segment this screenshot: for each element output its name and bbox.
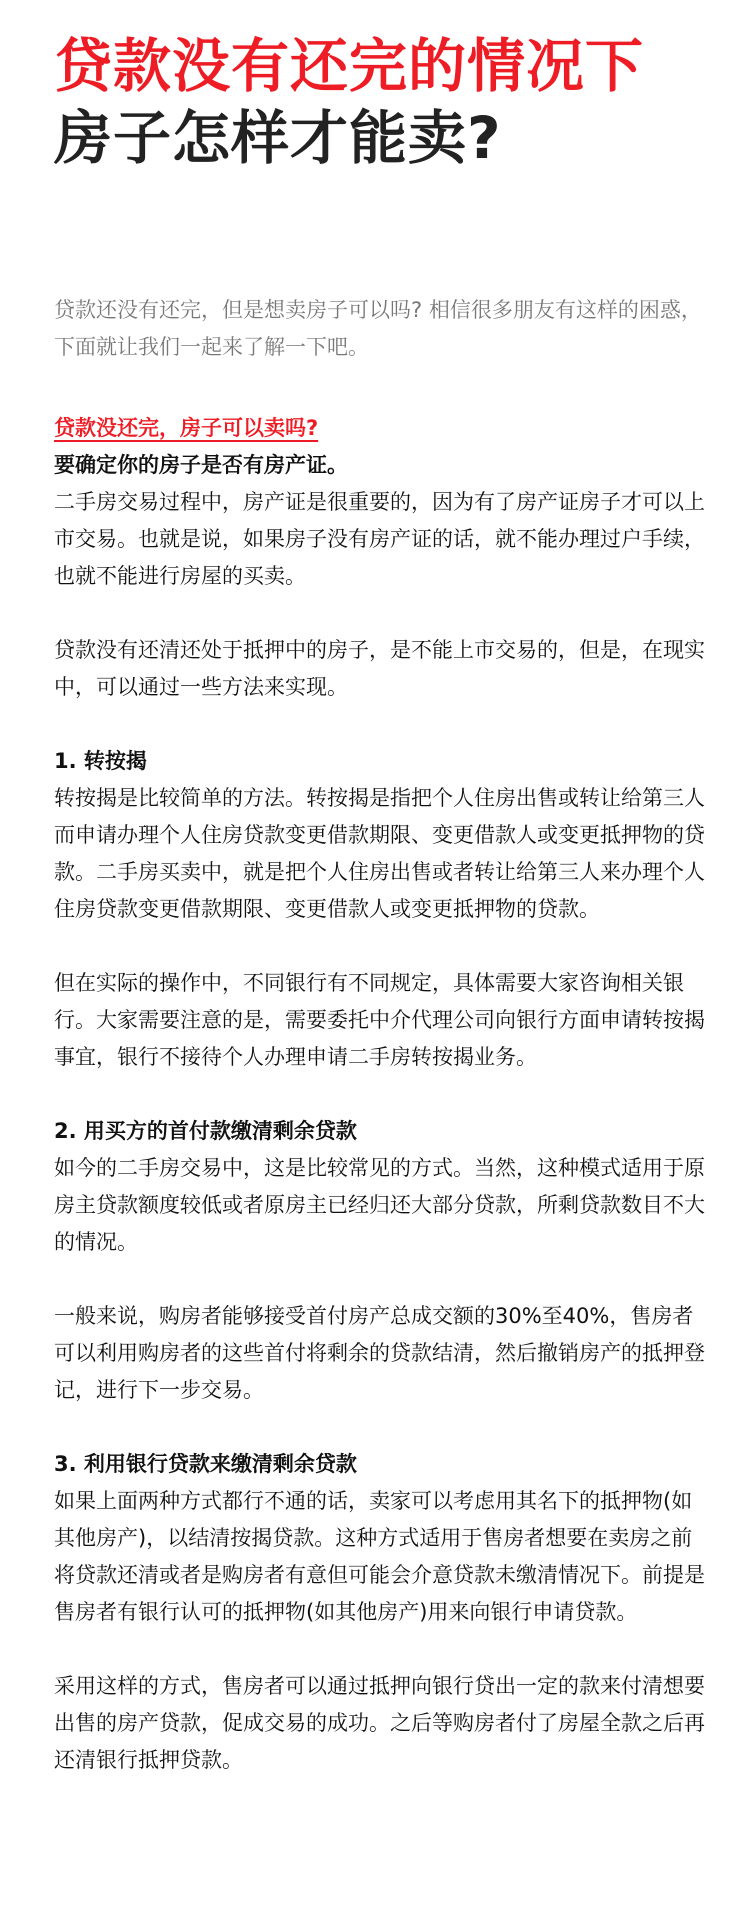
method-2-paragraph-2: 一般来说，购房者能够接受首付房产总成交额的30%至40%，售房者可以利用购房者的这些首付将剩余的贷款结清，然后撤销房产的抵押登记，进行下一步交易。 (54, 1304, 705, 1402)
method-3-paragraph-2: 采用这样的方式，售房者可以通过抵押向银行贷出一定的款来付清想要出售的房产贷款，促成交易的成功。之后等购房者付了房屋全款之后再还清银行抵押贷款。 (54, 1674, 705, 1772)
title-line-red: 贷款没有还完的情况下 (54, 32, 645, 100)
subheading-property-certificate: 要确定你的房子是否有房产证。 (54, 453, 348, 477)
paragraph-certificate-importance: 二手房交易过程中，房产证是很重要的，因为有了房产证房子才可以上市交易。也就是说，如果房子没有房产证的话，就不能办理过户手续，也就不能进行房屋的买卖。 (54, 490, 705, 588)
method-3-paragraph-1: 如果上面两种方式都行不通的话，卖家可以考虑用其名下的抵押物(如其他房产)，以结清按揭贷款。这种方式适用于售房者想要在卖房之前将贷款还清或者是购房者有意但可能会介意贷款未缴清情况下。前提是售房者有银行认可的抵押物(如其他房产)用来向银行申请贷款。 (54, 1489, 705, 1624)
method-2-paragraph-1: 如今的二手房交易中，这是比较常见的方式。当然，这种模式适用于原房主贷款额度较低或者原房主已经归还大部分贷款，所剩贷款数目不大的情况。 (54, 1156, 705, 1254)
method-3-heading: 3. 利用银行贷款来缴清剩余贷款 (54, 1452, 357, 1476)
title-line-dark: 房子怎样才能卖? (54, 104, 502, 172)
section-heading-can-sell: 贷款没还完，房子可以卖吗? (54, 416, 319, 440)
paragraph-mortgaged-house: 贷款没有还清还处于抵押中的房子，是不能上市交易的，但是，在现实中，可以通过一些方法来实现。 (54, 638, 705, 699)
intro-paragraph: 贷款还没有还完，但是想卖房子可以吗? 相信很多朋友有这样的困惑，下面就让我们一起来了解一下吧。 (54, 298, 702, 359)
method-2-heading: 2. 用买方的首付款缴清剩余贷款 (54, 1119, 357, 1143)
page-title (54, 0, 710, 174)
method-1-heading: 1. 转按揭 (54, 749, 147, 773)
method-1-paragraph-1: 转按揭是比较简单的方法。转按揭是指把个人住房出售或转让给第三人而申请办理个人住房贷款变更借款期限、变更借款人或变更抵押物的贷款。二手房买卖中，就是把个人住房出售或者转让给第三人来办理个人住房贷款变更借款期限、变更借款人或变更抵押物的贷款。 (54, 786, 705, 921)
method-1-paragraph-2: 但在实际的操作中，不同银行有不同规定，具体需要大家咨询相关银行。大家需要注意的是，需要委托中介代理公司向银行方面申请转按揭事宜，银行不接待个人办理申请二手房转按揭业务。 (54, 971, 705, 1069)
